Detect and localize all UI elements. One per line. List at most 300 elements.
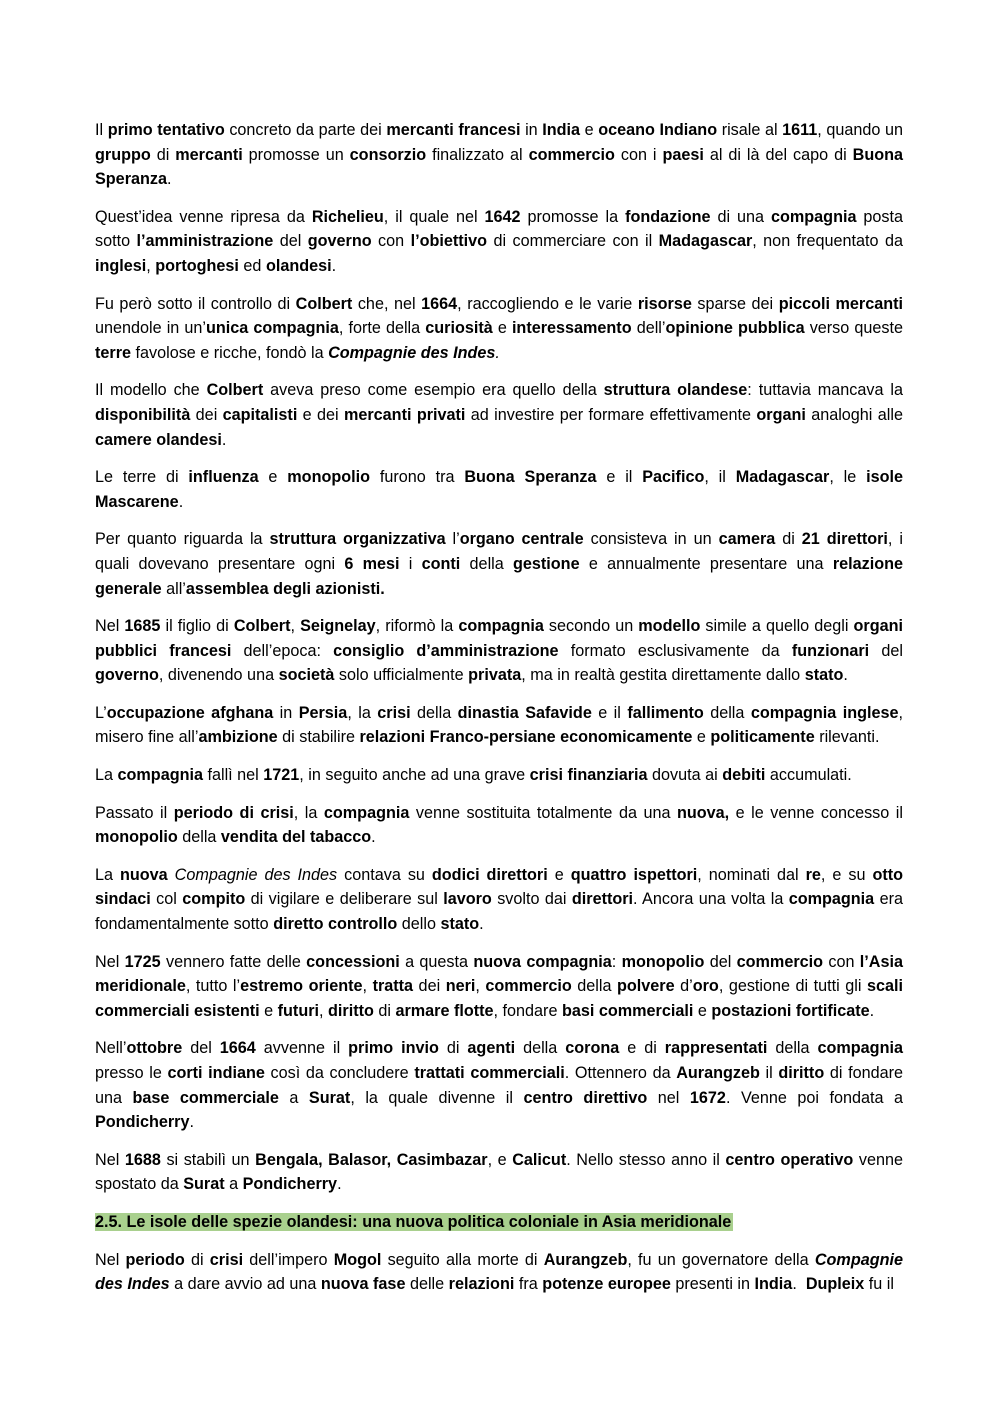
text-run: fallì nel <box>202 766 264 785</box>
text-run: consisteva in un <box>583 530 719 549</box>
text-run: . Ancora una volta la <box>633 890 789 909</box>
bold-term: ambizione <box>198 728 278 747</box>
bold-term: Dupleix <box>805 1275 865 1294</box>
text-run: delle <box>405 1275 449 1294</box>
bold-term: vendita del tabacco <box>220 828 372 847</box>
bold-term: diretto controllo <box>273 915 398 934</box>
bold-term: Mogol <box>333 1250 382 1269</box>
bold-term: piccoli mercanti <box>778 294 903 313</box>
bold-term: organo centrale <box>459 530 584 549</box>
paragraph <box>95 527 908 601</box>
text-run: . <box>166 170 172 189</box>
bold-term: potenze europee <box>542 1275 671 1294</box>
bold-term: tratta <box>372 977 414 996</box>
text-run: a <box>278 1088 309 1107</box>
text-run: La <box>95 766 118 785</box>
bold-term: l’amministrazione <box>136 232 274 251</box>
bold-term: politicamente <box>710 728 815 747</box>
bold-term: olandesi <box>265 256 332 275</box>
bold-term: conti <box>421 554 461 573</box>
text-run: così da concludere <box>264 1064 415 1082</box>
text-run: svolto dai <box>491 890 572 909</box>
text-run: , in seguito anche ad una grave <box>299 766 530 785</box>
bold-term: governo <box>307 232 372 251</box>
bold-term: compagnia <box>458 617 544 636</box>
text-run: formato esclusivamente da <box>558 641 792 660</box>
text-run: di <box>373 1001 396 1020</box>
bold-term: diritto <box>328 1001 374 1020</box>
bold-term: relazioni Franco-persiane economicamente <box>359 728 693 747</box>
text-run: contava su <box>337 865 432 884</box>
bold-term: assemblea degli azionisti. <box>185 579 385 598</box>
bold-term: estremo oriente <box>240 977 363 996</box>
bold-term: Pacifico <box>642 468 705 487</box>
text-run: della <box>703 703 751 722</box>
text-run: del <box>273 232 308 251</box>
text-run: della <box>515 1039 566 1058</box>
bold-term: basi commerciali <box>561 1001 694 1020</box>
text-run: . Ottennero da <box>564 1064 677 1082</box>
text-run: , gestione di tutti gli <box>718 977 867 996</box>
text-run: a dare avvio ad una <box>169 1275 321 1294</box>
bold-term: camere olandesi <box>95 430 222 449</box>
text-run: nel <box>647 1088 690 1107</box>
bold-term: stato <box>440 915 480 934</box>
text-run: ed <box>238 256 266 275</box>
bold-term: quattro ispettori <box>570 865 698 884</box>
text-run: favolose e ricche, fondò la <box>131 343 329 362</box>
bold-term: camera <box>718 530 776 549</box>
text-run: in <box>520 121 543 139</box>
bold-term: crisi finanziaria <box>529 766 648 785</box>
bold-term: armare flotte <box>395 1001 494 1020</box>
bold-term: gestione <box>513 554 580 573</box>
bold-term: compagnia <box>771 207 857 226</box>
bold-term: rappresentati <box>664 1039 768 1058</box>
text-run: Quest’idea venne ripresa da <box>95 207 312 226</box>
bold-term: polvere <box>617 977 675 996</box>
bold-term: India <box>542 121 581 139</box>
bold-term: nuova, <box>676 803 730 822</box>
text-run: del <box>182 1039 220 1058</box>
paragraph <box>95 292 908 366</box>
text-run: , misero fine all’ <box>95 703 908 747</box>
text-run: con <box>371 232 411 251</box>
bold-term: fallimento <box>627 703 704 722</box>
bold-term: primo invio <box>348 1039 439 1058</box>
bold-term: Colbert <box>233 617 291 636</box>
text-run: e annualmente presentare una <box>579 554 833 573</box>
bold-term: monopolio <box>287 468 370 487</box>
bold-term: Colbert <box>295 294 353 313</box>
text-run: Le terre di <box>95 468 189 487</box>
text-run: e <box>693 1001 712 1020</box>
text-run: dovuta ai <box>647 766 723 785</box>
bold-term: inglesi <box>95 256 147 275</box>
text-run: di commerciare con il <box>487 232 659 251</box>
text-run: accumulati. <box>765 766 852 785</box>
bold-term: periodo <box>125 1250 185 1269</box>
text-run: Fu però sotto il controllo di <box>95 294 296 313</box>
bold-term: trattati commerciali <box>414 1064 565 1082</box>
bold-term: neri <box>445 977 476 996</box>
text-run: Nel <box>95 617 125 636</box>
text-run: , <box>475 977 486 996</box>
bold-term: otto sindaci <box>95 865 908 909</box>
bold-term: interessamento <box>511 319 632 338</box>
bold-term: influenza <box>188 468 259 487</box>
bold-term: capitalisti <box>222 405 298 424</box>
text-run: di una <box>710 207 771 226</box>
bold-term: primo tentativo <box>107 121 225 139</box>
text-run: , <box>146 256 156 275</box>
paragraph <box>95 701 908 750</box>
section-heading-row <box>95 1210 903 1235</box>
text-run: , <box>319 1001 329 1020</box>
text-run: L’ <box>95 703 107 722</box>
text-run: venne sostituita totalmente da una <box>409 803 677 822</box>
paragraph <box>95 763 903 788</box>
bold-term: disponibilità <box>95 405 191 424</box>
bold-term: compagnia inglese <box>750 703 899 722</box>
bold-term: consorzio <box>349 145 427 164</box>
text-run: di vigilare e deliberare sul <box>245 890 444 909</box>
text-run: fu il <box>864 1275 894 1294</box>
bold-term: nuova <box>120 865 168 884</box>
bold-term: 1725 <box>124 952 161 971</box>
text-run: a questa <box>399 952 474 971</box>
text-run: ad investire per formare effettivamente <box>465 405 757 424</box>
text-run: in <box>273 703 299 722</box>
text-run: il figlio di <box>160 617 234 636</box>
text-run: : tuttavia mancava la <box>747 381 908 400</box>
text-run: finalizzato al <box>426 145 529 164</box>
bold-term: oceano Indiano <box>598 121 718 139</box>
bold-term: compagnia <box>323 803 410 822</box>
bold-term: India <box>754 1275 793 1294</box>
bold-term: debiti <box>722 766 766 785</box>
text-run: solo ufficialmente <box>334 666 469 685</box>
bold-term: Buona Speranza <box>464 468 597 487</box>
bold-term: Madagascar <box>658 232 753 251</box>
text-run: . <box>792 1275 806 1294</box>
text-run: , non frequentato da <box>752 232 908 251</box>
bold-term: 1672 <box>689 1088 726 1107</box>
bold-term: oro <box>692 977 719 996</box>
bold-term: portoghesi <box>155 256 239 275</box>
text-run: simile a quello degli <box>700 617 854 636</box>
bold-term: 1611 <box>782 121 818 139</box>
bold-term: Surat <box>183 1175 225 1194</box>
bold-term: 1688 <box>124 1150 161 1169</box>
paragraph <box>95 801 908 850</box>
text-run: vennero fatte delle <box>160 952 307 971</box>
bold-term: centro direttivo <box>523 1088 648 1107</box>
bold-term: compagnia <box>117 766 203 785</box>
bold-term: l’obiettivo <box>410 232 488 251</box>
text-run: , le <box>829 468 867 487</box>
text-run: l’ <box>445 530 460 549</box>
text-run: e <box>259 1001 278 1020</box>
text-run: promosse la <box>520 207 626 226</box>
text-run: , <box>290 617 301 636</box>
bold-term: 6 mesi <box>344 554 400 573</box>
text-run: avvenne il <box>255 1039 349 1058</box>
bold-term: futuri <box>277 1001 320 1020</box>
text-run: La <box>95 865 120 884</box>
text-run: Passato il <box>95 803 174 822</box>
bold-term: unica compagnia <box>206 319 339 338</box>
text-run: , fu un governatore della <box>627 1250 815 1269</box>
bold-term: paesi <box>662 145 704 164</box>
section-heading: 2.5. Le isole delle spezie olandesi: una nuova politica coloniale in Asia meridionale <box>95 1212 732 1231</box>
bold-term: scali commerciali esistenti <box>95 977 908 1020</box>
text-run: i <box>399 554 422 573</box>
bold-term: Surat <box>308 1088 351 1107</box>
text-run: d’ <box>674 977 693 996</box>
bold-term: 1642 <box>484 207 521 226</box>
bold-term: fondazione <box>625 207 711 226</box>
bold-term: mercanti <box>175 145 243 164</box>
bold-term: gruppo <box>95 145 151 164</box>
bold-term: Bengala, Balasor, Casimbazar <box>255 1150 488 1169</box>
text-run: dello <box>397 915 441 934</box>
text-run: e <box>492 319 512 338</box>
text-run: con <box>823 952 860 971</box>
paragraph <box>95 614 908 688</box>
bold-term: dodici direttori <box>431 865 548 884</box>
text-run: e <box>580 121 599 139</box>
bold-term: organi <box>756 405 806 424</box>
text-run: analoghi alle <box>805 405 908 424</box>
bold-term: centro operativo <box>725 1150 854 1169</box>
text-run: di <box>150 145 176 164</box>
text-run: . <box>479 915 484 934</box>
text-run: col <box>150 890 183 909</box>
text-run: venne spostato da <box>95 1150 908 1194</box>
paragraph <box>95 950 908 1024</box>
bold-term: compagnia <box>788 890 875 909</box>
bold-term: 1685 <box>124 617 161 636</box>
bold-term: risorse <box>637 294 692 313</box>
bold-term: Madagascar <box>735 468 830 487</box>
bold-term: funzionari <box>791 641 870 660</box>
text-run: che, nel <box>352 294 422 313</box>
bold-term: compito <box>182 890 246 909</box>
bold-term: Compagnie des Indes <box>95 1250 908 1294</box>
text-run: promosse un <box>242 145 350 164</box>
text-run: . <box>331 256 337 275</box>
text-run: , ma in realtà gestita direttamente dallo <box>521 666 805 685</box>
bold-term: mercanti privati <box>343 405 466 424</box>
final-paragraph-container <box>95 1248 908 1297</box>
bold-term: 1721 <box>263 766 300 785</box>
text-run: della <box>410 703 458 722</box>
text-run: , raccogliendo e le varie <box>457 294 638 313</box>
paragraph <box>95 863 908 937</box>
bold-term: commercio <box>528 145 615 164</box>
bold-term: periodo di crisi <box>173 803 294 822</box>
bold-term: concessioni <box>306 952 400 971</box>
text-run: di <box>438 1039 468 1058</box>
text-run: della <box>571 977 618 996</box>
bold-term: Seignelay <box>300 617 376 636</box>
text-run: . <box>221 430 227 449</box>
text-run: Nell’ <box>95 1039 127 1058</box>
bold-term: Aurangzeb <box>676 1064 760 1082</box>
text-run: rilevanti. <box>814 728 880 747</box>
text-run: e dei <box>297 405 344 424</box>
bold-term: terre <box>95 343 131 362</box>
text-run: : <box>611 952 622 971</box>
bold-term: isole Mascarene <box>95 468 908 511</box>
bold-term: l’Asia meridionale <box>95 952 908 996</box>
text-run: e <box>692 728 711 747</box>
text-run: concreto da parte dei <box>224 121 387 139</box>
bold-term: base commerciale <box>132 1088 279 1107</box>
bold-term: ottobre <box>126 1039 183 1058</box>
bold-term: Buona Speranza <box>95 145 908 189</box>
text-run: . <box>495 343 500 362</box>
text-run: presso le <box>95 1039 908 1082</box>
text-run: Per quanto riguarda la <box>95 530 270 549</box>
bold-term: compagnia <box>817 1039 903 1058</box>
text-run: secondo un <box>543 617 639 636</box>
text-run: a <box>224 1175 243 1194</box>
text-run: fra <box>514 1275 543 1294</box>
document-page <box>95 118 908 1310</box>
text-run: seguito alla morte di <box>381 1250 544 1269</box>
bold-term: lavoro <box>443 890 492 909</box>
text-run: dell’ <box>631 319 666 338</box>
text-run: , il <box>704 468 736 487</box>
text-run: Nel <box>95 1150 125 1169</box>
text-run: sparse dei <box>691 294 779 313</box>
text-run: Nel <box>95 952 125 971</box>
text-run: , la <box>347 703 378 722</box>
bold-term: relazioni <box>448 1275 515 1294</box>
text-run: Nel <box>95 1250 126 1269</box>
bold-term: Compagnie des Indes <box>328 343 496 362</box>
bold-term: commercio <box>736 952 824 971</box>
text-run: . <box>371 828 376 847</box>
text-run: si stabilì un <box>160 1150 256 1169</box>
text-run: di fondare una <box>95 1064 908 1107</box>
text-run: e le venne concesso il <box>729 803 908 822</box>
bold-term: società <box>278 666 335 685</box>
text-run: Compagnie des Indes <box>174 865 338 884</box>
bold-term: Aurangzeb <box>543 1250 628 1269</box>
bold-term: Persia <box>298 703 348 722</box>
paragraph <box>95 1036 908 1134</box>
bold-term: mercanti francesi <box>386 121 521 139</box>
bold-term: modello <box>638 617 701 636</box>
bold-term: Colbert <box>206 381 264 400</box>
text-run: era fondamentalmente sotto <box>95 890 908 934</box>
text-run: e il <box>596 468 643 487</box>
paragraph <box>95 465 908 514</box>
text-run: dell’impero <box>243 1250 334 1269</box>
text-run: furono tra <box>370 468 465 487</box>
bold-term: dinastia Safavide <box>457 703 592 722</box>
bold-term: governo <box>95 666 159 685</box>
text-run: il <box>759 1064 779 1082</box>
text-run: del <box>704 952 737 971</box>
text-run: , e su <box>820 865 873 884</box>
bold-term: commercio <box>485 977 572 996</box>
bold-term: Pondicherry <box>242 1175 338 1194</box>
text-run: . <box>178 492 184 511</box>
text-run: , riformò la <box>375 617 459 636</box>
text-run: . Venne poi fondata a <box>725 1088 908 1107</box>
text-run: di <box>184 1250 210 1269</box>
text-run: , la <box>293 803 324 822</box>
text-run: , fondare <box>493 1001 562 1020</box>
bold-term: nuova fase <box>320 1275 406 1294</box>
paragraph <box>95 118 908 192</box>
text-run: , il quale nel <box>383 207 485 226</box>
paragraph <box>95 1248 908 1297</box>
text-run: aveva preso come esempio era quello della <box>263 381 604 400</box>
bold-term: privata <box>468 666 522 685</box>
text-run: e <box>258 468 288 487</box>
bold-term: opinione pubblica <box>665 319 805 338</box>
paragraph <box>95 1148 908 1197</box>
text-run: con i <box>614 145 663 164</box>
bold-term: Calicut <box>512 1150 567 1169</box>
bold-term: monopolio <box>95 828 178 847</box>
bold-term: struttura organizzativa <box>269 530 446 549</box>
bold-term: curiosità <box>425 319 493 338</box>
text-run: Il <box>95 121 108 139</box>
bold-term: direttori <box>571 890 634 909</box>
text-run: della <box>767 1039 818 1058</box>
text-run: della <box>177 828 221 847</box>
text-run: , quando un <box>817 121 908 139</box>
bold-term: consiglio d’amministrazione <box>333 641 559 660</box>
text-run: , divenendo una <box>158 666 279 685</box>
text-run: , <box>362 977 373 996</box>
bold-term: postazioni fortificate <box>711 1001 870 1020</box>
bold-term: 1664 <box>421 294 458 313</box>
text-run: , e <box>487 1150 513 1169</box>
text-run: al di là del capo di <box>703 145 853 164</box>
text-run: risale al <box>717 121 783 139</box>
text-run: , i quali dovevano presentare ogni <box>95 530 908 573</box>
body-paragraphs <box>95 118 908 1197</box>
bold-term: 1664 <box>219 1039 256 1058</box>
bold-term: crisi <box>377 703 411 722</box>
paragraph <box>95 205 908 279</box>
text-run: dei <box>413 977 446 996</box>
text-run: . <box>337 1175 342 1194</box>
text-run: e <box>547 865 571 884</box>
text-run: del <box>869 641 908 660</box>
bold-term: Richelieu <box>311 207 384 226</box>
bold-term: stato <box>804 666 844 685</box>
text-run: . <box>189 1113 194 1132</box>
text-run: . <box>869 1001 875 1020</box>
text-run: verso queste <box>804 319 908 338</box>
text-run: . Nello stesso anno il <box>566 1150 726 1169</box>
bold-term: 21 direttori <box>801 530 888 549</box>
text-run: della <box>460 554 514 573</box>
text-run: unendole in un’ <box>95 294 908 338</box>
text-run: , forte della <box>338 319 426 338</box>
text-run: di <box>775 530 802 549</box>
bold-term: monopolio <box>621 952 705 971</box>
bold-term: struttura olandese <box>603 381 748 400</box>
